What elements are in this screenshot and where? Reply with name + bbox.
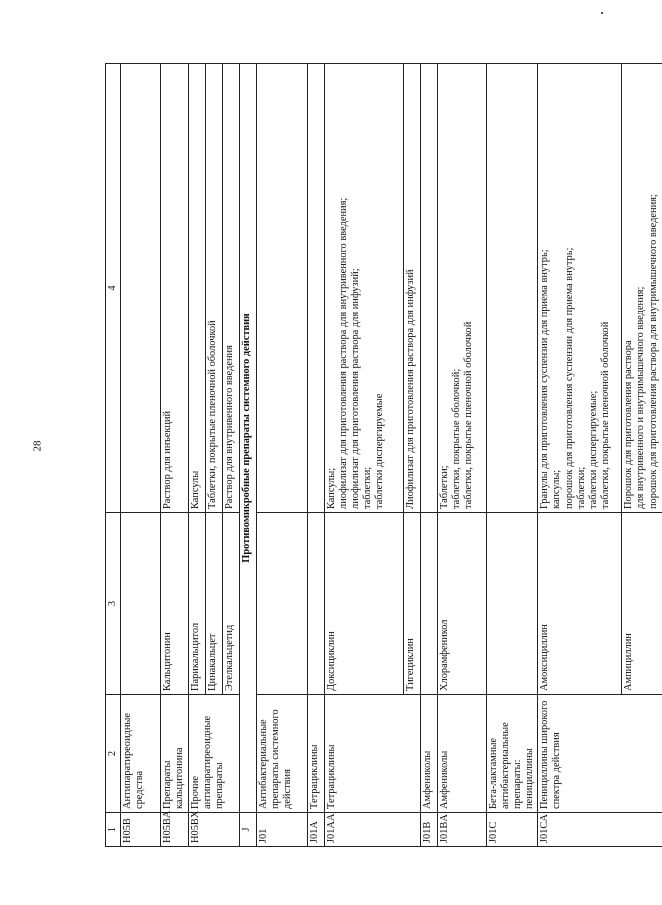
drug-name xyxy=(307,513,324,695)
group-name: Прочие антипаратиреоидные препараты xyxy=(188,695,239,813)
section-row xyxy=(239,64,256,847)
table-row xyxy=(161,64,188,847)
dosage-form xyxy=(486,64,538,513)
group-name: Амфениколы xyxy=(437,695,486,813)
dosage-form-line: таблетки; xyxy=(575,466,587,509)
drug-name: Этелкальцетид xyxy=(222,513,239,695)
dosage-form-line: Порошок для приготовления раствора xyxy=(623,340,635,509)
header-cell-3: 3 xyxy=(106,513,121,695)
group-name: Тетрациклины xyxy=(307,695,324,813)
group-name: Амфениколы xyxy=(420,695,437,813)
dosage-form-line: таблетки диспергируемые; xyxy=(587,390,599,509)
drug-name: Доксициклин xyxy=(324,513,403,695)
group-name: Пенициллины широкого спектра действия xyxy=(538,695,662,813)
drug-name xyxy=(420,513,437,695)
atc-code: H05BA xyxy=(161,813,188,847)
rotated-table-container xyxy=(105,64,659,847)
drug-name: Хлорамфеникол xyxy=(437,513,486,695)
group-name: Антибактериальные препараты системного действия xyxy=(256,695,307,813)
dosage-form-line: Капсулы; xyxy=(325,467,337,509)
dosage-form: Капсулы xyxy=(188,64,205,513)
page-number: 28 xyxy=(31,440,44,452)
drug-name: Парикальцитол xyxy=(188,513,205,695)
scan-speck xyxy=(601,12,603,14)
dosage-form-line: порошок для приготовления суспензии для приема внутрь; xyxy=(563,247,575,509)
dosage-form-line: капсулы; xyxy=(551,469,563,509)
dosage-form-line: для внутривенного и внутримышечного введения; xyxy=(635,286,647,509)
drug-name xyxy=(121,513,161,695)
dosage-form xyxy=(538,64,622,513)
dosage-form-line: Таблетки; xyxy=(438,465,450,509)
atc-code: J01B xyxy=(420,813,437,847)
section-title: Противомикробные препараты системного действия xyxy=(239,64,256,813)
atc-code: H05B xyxy=(121,813,161,847)
dosage-form: Лиофилизат для приготовления раствора для инфузий xyxy=(403,64,420,513)
drug-name: Тигециклин xyxy=(403,513,420,695)
dosage-form-line: порошок для приготовления раствора для внутримышечного введения; xyxy=(647,194,659,509)
table-row xyxy=(420,64,437,847)
dosage-form-line: таблетки диспергируемые xyxy=(374,393,386,509)
dosage-form xyxy=(420,64,437,513)
group-name: Тетрациклины xyxy=(324,695,420,813)
drug-name: Ампициллин xyxy=(622,513,662,695)
dosage-form-line: таблетки, покрытые оболочкой; xyxy=(450,368,462,509)
dosage-form xyxy=(622,64,662,513)
drug-name: Амоксициллин xyxy=(538,513,622,695)
table-row xyxy=(538,64,622,847)
dosage-form: Раствор для инъекций xyxy=(161,64,188,513)
group-name: Бета-лактамные антибактериальные препараты: пенициллины xyxy=(486,695,538,813)
dosage-form xyxy=(307,64,324,513)
table-row xyxy=(324,64,403,847)
table-row xyxy=(188,64,205,847)
drug-table xyxy=(105,63,662,847)
atc-code: J01A xyxy=(307,813,324,847)
drug-name xyxy=(256,513,307,695)
atc-code: J01BA xyxy=(437,813,486,847)
atc-code: J01CA xyxy=(538,813,662,847)
table-row xyxy=(437,64,486,847)
table-row xyxy=(486,64,538,847)
atc-code: J xyxy=(239,813,256,847)
dosage-form-line: лиофилизат для приготовления раствора для внутривенного введения; xyxy=(337,197,349,509)
dosage-form xyxy=(437,64,486,513)
atc-code: J01AA xyxy=(324,813,420,847)
table-row xyxy=(121,64,161,847)
atc-code: J01 xyxy=(256,813,307,847)
atc-code: J01C xyxy=(486,813,538,847)
drug-name: Кальцитонин xyxy=(161,513,188,695)
table-row xyxy=(307,64,324,847)
dosage-form xyxy=(324,64,403,513)
group-name: Антипаратиреоидные средства xyxy=(121,695,161,813)
header-cell-1: 1 xyxy=(106,813,121,847)
dosage-form-line: таблетки, покрытые пленочной оболочкой xyxy=(462,321,474,509)
dosage-form-line: таблетки; xyxy=(362,466,374,509)
header-cell-4: 4 xyxy=(106,64,121,513)
dosage-form-line: Гранулы для приготовления суспензии для приема внутрь; xyxy=(539,249,551,509)
drug-name: Цинакальцет xyxy=(205,513,222,695)
drug-name xyxy=(486,513,538,695)
dosage-form: Таблетки, покрытые пленочной оболочкой xyxy=(205,64,222,513)
group-name: Препараты кальцитонина xyxy=(161,695,188,813)
dosage-form xyxy=(256,64,307,513)
dosage-form: Раствор для внутривенного введения xyxy=(222,64,239,513)
header-row xyxy=(106,64,121,847)
table-row xyxy=(256,64,307,847)
atc-code: H05BX xyxy=(188,813,239,847)
dosage-form-line: лиофилизат для приготовления раствора для инфузий; xyxy=(349,268,361,509)
dosage-form-line: таблетки, покрытые пленочной оболочкой xyxy=(600,321,612,509)
dosage-form xyxy=(121,64,161,513)
header-cell-2: 2 xyxy=(106,695,121,813)
